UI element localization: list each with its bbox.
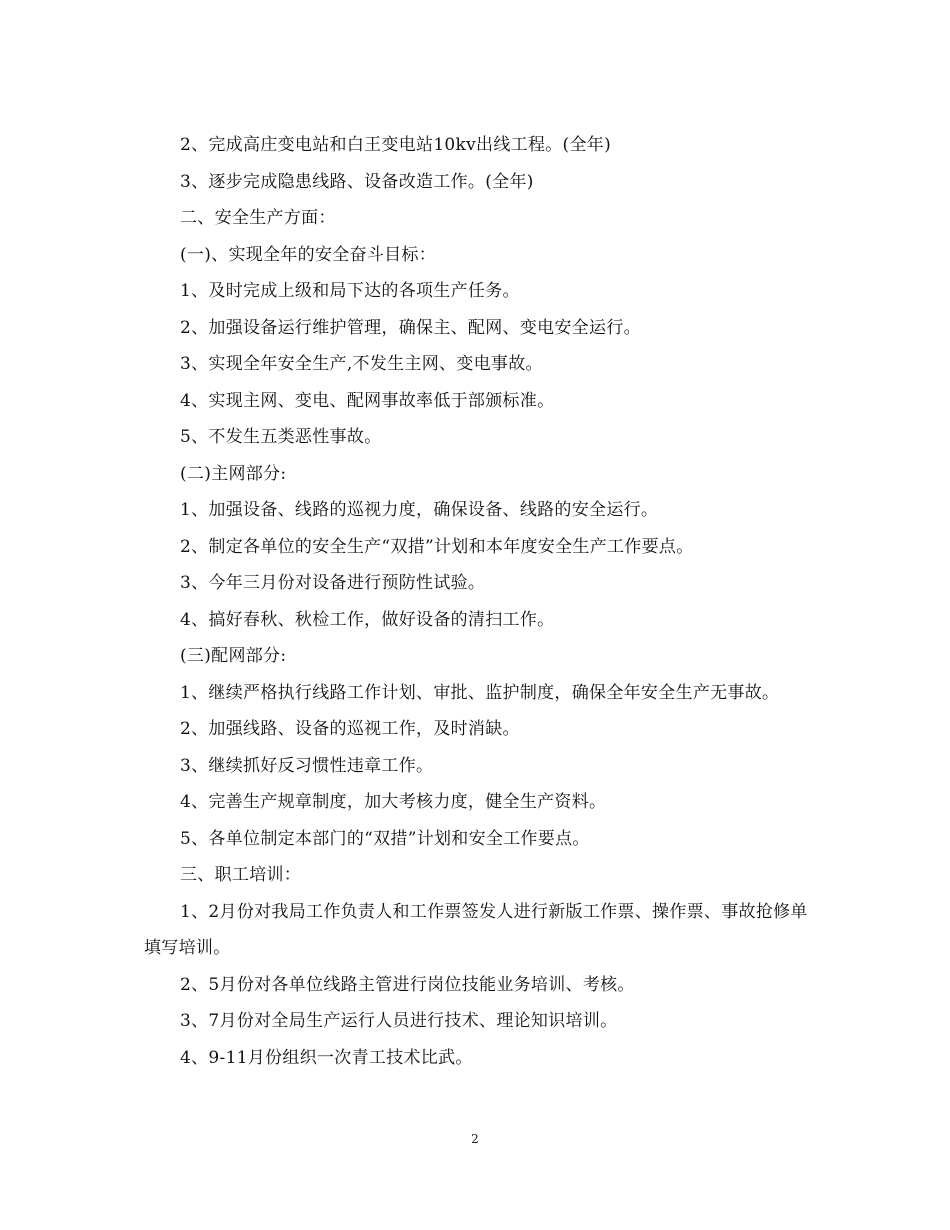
paragraph: 3、实现全年安全生产,不发生主网、变电事故。	[180, 354, 543, 374]
paragraph: 1、继续严格执行线路工作计划、审批、监护制度，确保全年安全生产无事故。	[180, 682, 780, 703]
paragraph: 2、加强线路、设备的巡视工作，及时消缺。	[180, 719, 520, 739]
paragraph: 2、加强设备运行维护管理，确保主、配网、变电安全运行。	[180, 317, 641, 338]
paragraph: 4、完善生产规章制度，加大考核力度，健全生产资料。	[180, 792, 607, 812]
paragraph: 2、制定各单位的安全生产“双措”计划和本年度安全生产工作要点。	[180, 536, 694, 557]
paragraph: 3、逐步完成隐患线路、设备改造工作。(全年)	[180, 171, 534, 192]
subsection-heading: (二)主网部分:	[180, 463, 287, 484]
paragraph: 5、不发生五类恶性事故。	[180, 427, 382, 447]
section-heading: 三、职工培训：	[180, 865, 302, 885]
paragraph: 1、2月份对我局工作负责人和工作票签发人进行新版工作票、操作票、事故抢修单填写培训。	[144, 901, 808, 958]
paragraph: 3、7月份对全局生产运行人员进行技术、理论知识培训。	[180, 1011, 618, 1031]
paragraph: 2、完成高庄变电站和白王变电站10kv出线工程。(全年)	[180, 135, 612, 155]
paragraph: 1、及时完成上级和局下达的各项生产任务。	[180, 281, 520, 301]
page-number: 2	[471, 1132, 479, 1146]
paragraph: 5、各单位制定本部门的“双措”计划和安全工作要点。	[180, 828, 590, 849]
paragraph: 4、搞好春秋、秋检工作，做好设备的清扫工作。	[180, 609, 555, 630]
section-heading: 二、安全生产方面：	[180, 208, 336, 228]
paragraph: 3、今年三月份对设备进行预防性试验。	[180, 573, 486, 593]
subsection-heading: (三)配网部分:	[180, 646, 287, 666]
paragraph: 4、实现主网、变电、配网事故率低于部颁标准。	[180, 390, 555, 411]
document-body	[144, 127, 812, 1076]
paragraph: 4、9-11月份组织一次青工技术比武。	[180, 1047, 473, 1068]
paragraph: 2、5月份对各单位线路主管进行岗位技能业务培训、考核。	[180, 974, 635, 995]
subsection-heading: (一)、实现全年的安全奋斗目标：	[180, 244, 437, 265]
paragraph: 3、继续抓好反习惯性违章工作。	[180, 755, 434, 776]
paragraph: 1、加强设备、线路的巡视力度，确保设备、线路的安全运行。	[180, 500, 659, 520]
